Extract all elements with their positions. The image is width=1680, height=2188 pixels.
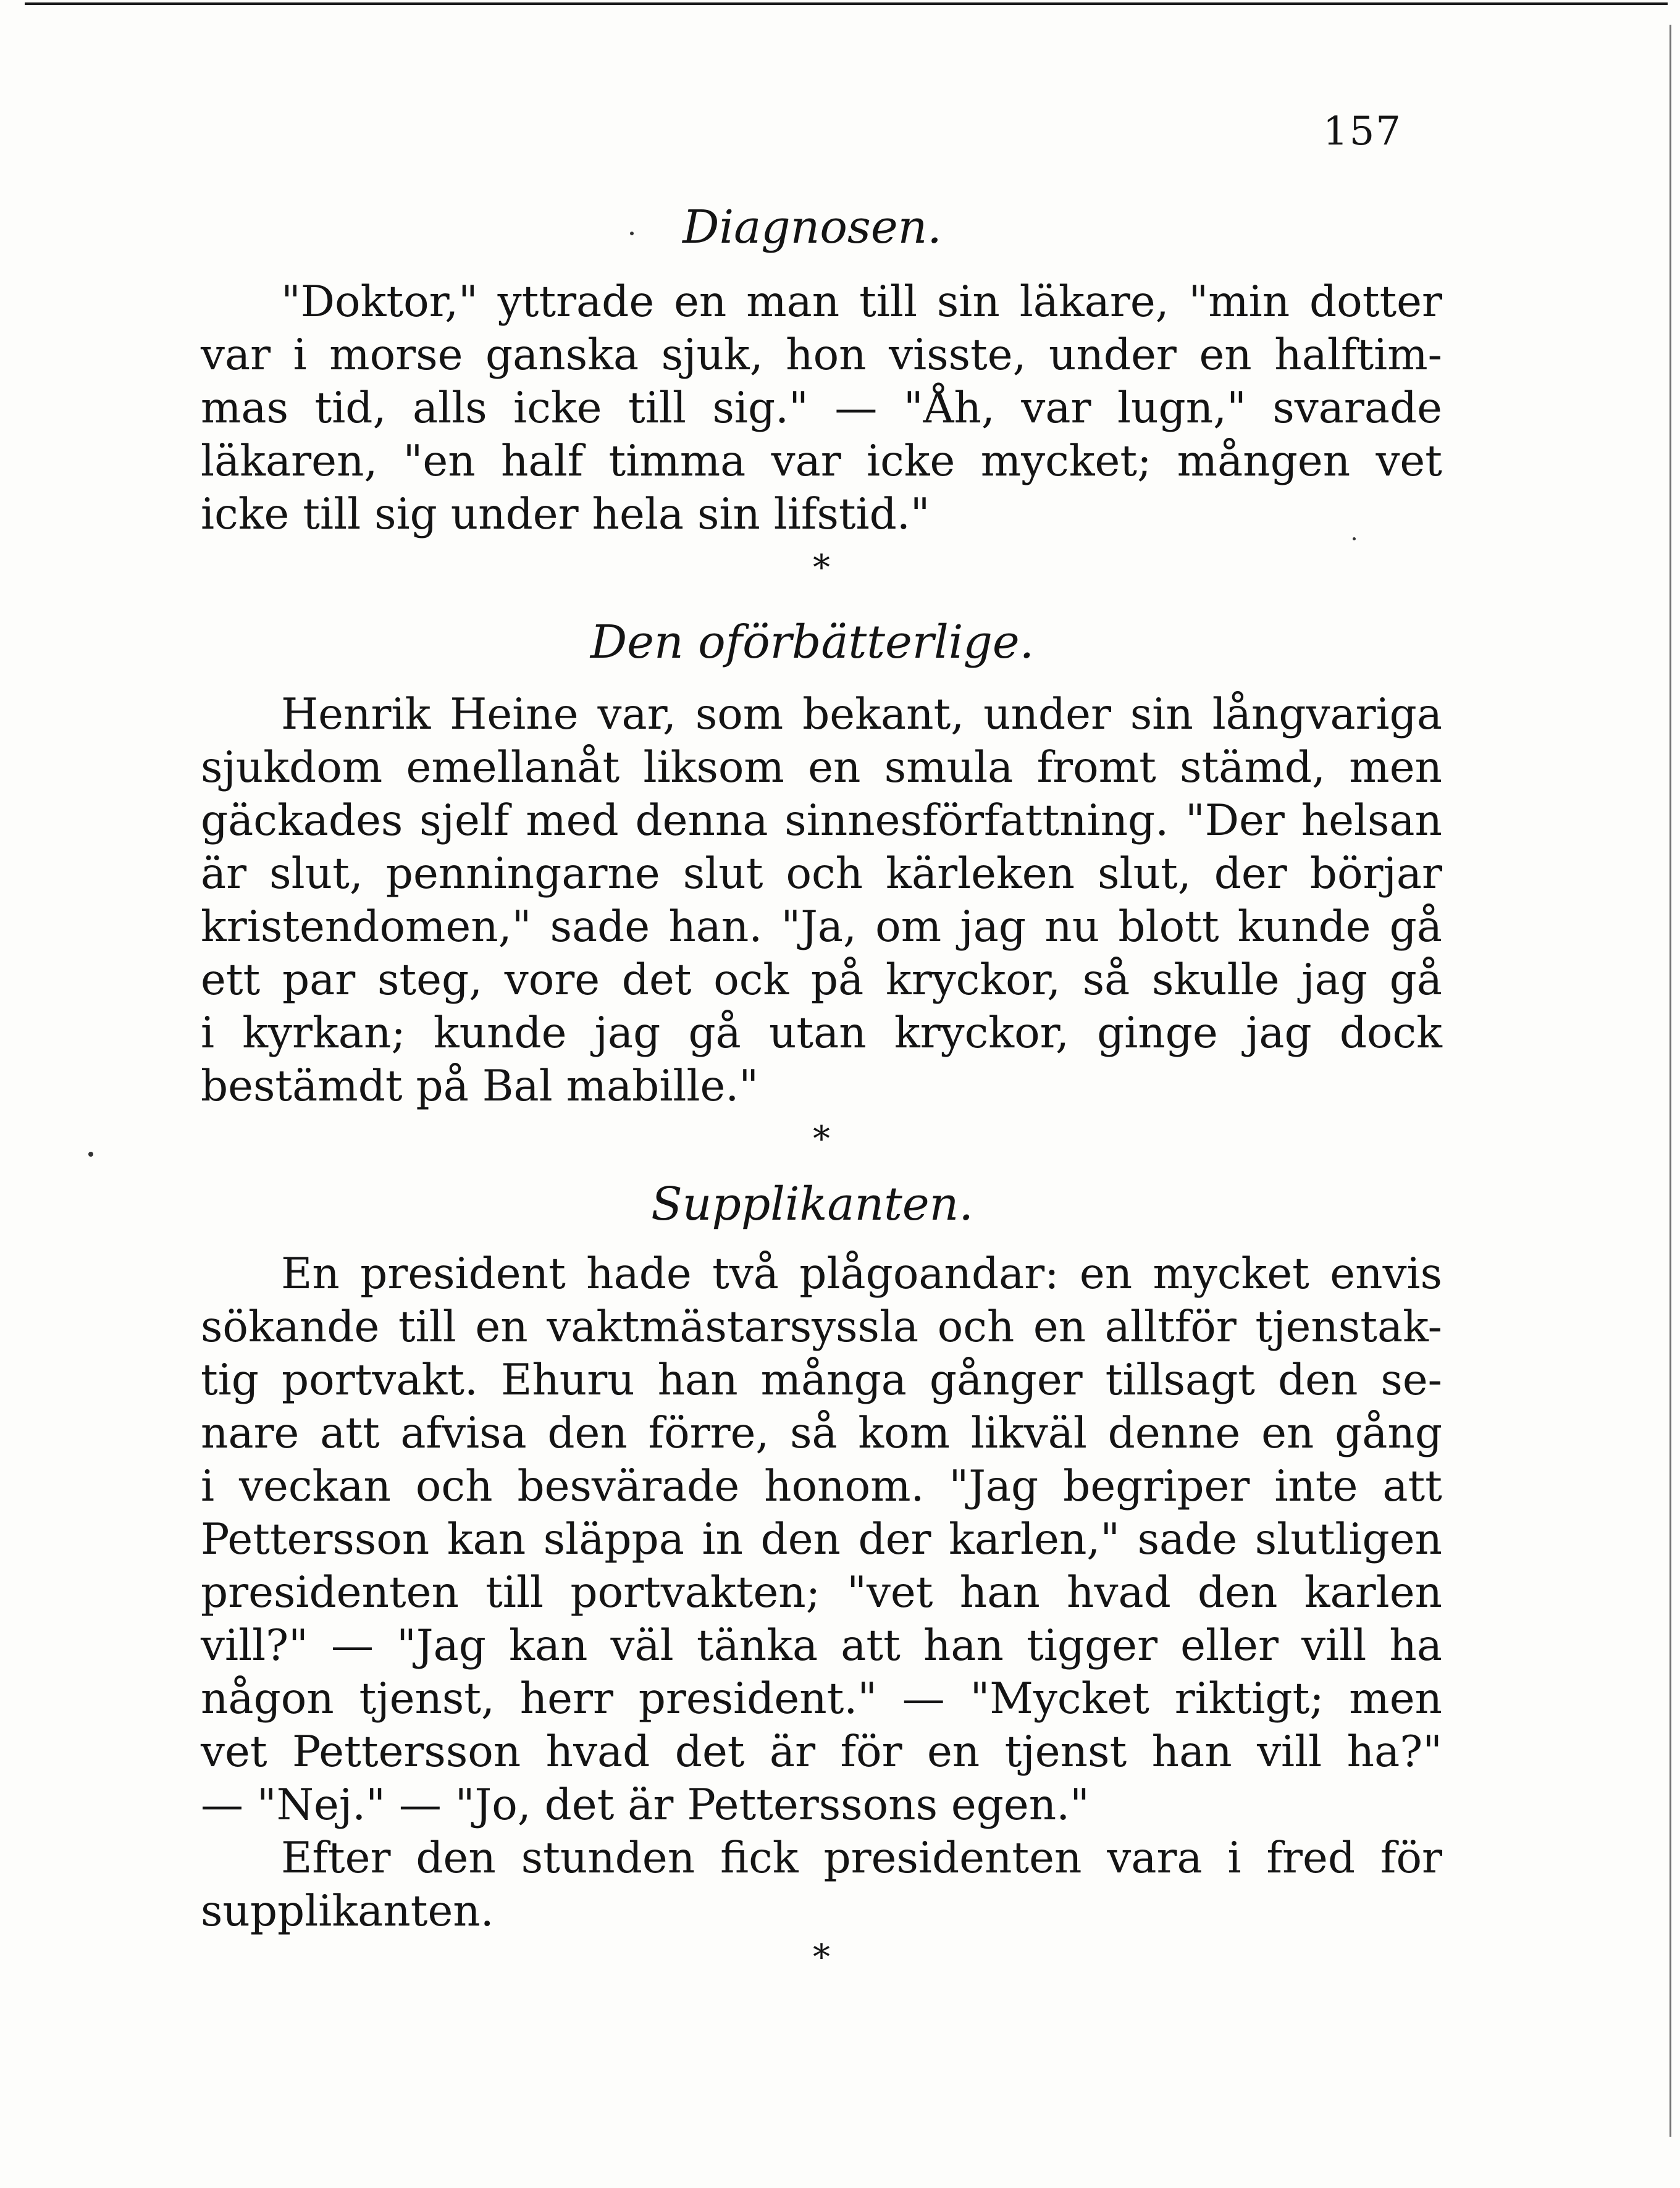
text-line: sjukdom emellanåt liksom en smula fromt stämd, men [201,743,1442,792]
right-edge-rule [1670,25,1671,2137]
text-line: tig portvakt. Ehuru han många gånger tillsagt den se- [201,1356,1442,1405]
text-line: Henrik Heine var, som bekant, under sin långvariga [281,690,1442,739]
text-line: kristendomen," sade han. "Ja, om jag nu blott kunde gå [201,902,1442,952]
text-line: vet Pettersson hvad det är för en tjenst han vill ha?" [201,1727,1442,1777]
section-separator: * [813,1937,830,1977]
text-line: En president hade två plågoandar: en mycket envis [281,1249,1442,1299]
text-line: nare att afvisa den förre, så kom likväl denne en gång [201,1409,1442,1458]
text-line: är slut, penningarne slut och kärleken slut, der börjar [201,849,1442,899]
text-line: Efter den stunden fick presidenten vara i fred för [281,1834,1442,1883]
section-heading-diagnosen: Diagnosen. [682,201,942,254]
text-line: var i morse ganska sjuk, hon visste, under en halftim- [201,330,1442,380]
text-line: gäckades sjelf med denna sinnesförfattning. "Der helsan [201,796,1442,845]
scan-speck [88,1152,93,1157]
section-separator: * [813,548,830,588]
text-line: bestämdt på Bal mabille." [201,1062,759,1111]
text-line: icke till sig under hela sin lifstid." [201,490,930,539]
text-line: vill?" — "Jag kan väl tänka att han tigger eller vill ha [201,1621,1442,1670]
text-line: sökande till en vaktmästarsyssla och en alltför tjenstak- [201,1302,1442,1352]
text-line: någon tjenst, herr president." — "Mycket riktigt; men [201,1674,1442,1724]
text-line: "Doktor," yttrade en man till sin läkare, "min dotter [281,277,1442,327]
text-line: i kyrkan; kunde jag gå utan kryckor, ginge jag dock [201,1008,1442,1058]
scan-speck [1353,537,1356,540]
section-heading-supplikanten: Supplikanten. [651,1178,973,1231]
text-line: presidenten till portvakten; "vet han hvad den karlen [201,1568,1442,1617]
text-line: mas tid, alls icke till sig." — "Åh, var lugn," svarade [201,384,1442,433]
top-edge-rule [25,2,1668,5]
text-line: — "Nej." — "Jo, det är Petterssons egen." [201,1780,1090,1830]
text-line: Pettersson kan släppa in den der karlen," sade slutligen [201,1515,1442,1564]
section-heading-den-oforbatterlige: Den oförbätterlige. [590,616,1035,669]
text-line: i veckan och besvärade honom. "Jag begriper inte att [201,1462,1442,1511]
text-line: läkaren, "en half timma var icke mycket; mången vet [201,437,1442,486]
text-line: ett par steg, vore det ock på kryckor, så skulle jag gå [201,955,1442,1005]
section-separator: * [813,1119,830,1159]
page-number: 157 [1322,109,1402,154]
scan-speck [630,232,634,235]
text-line: supplikanten. [201,1887,494,1936]
